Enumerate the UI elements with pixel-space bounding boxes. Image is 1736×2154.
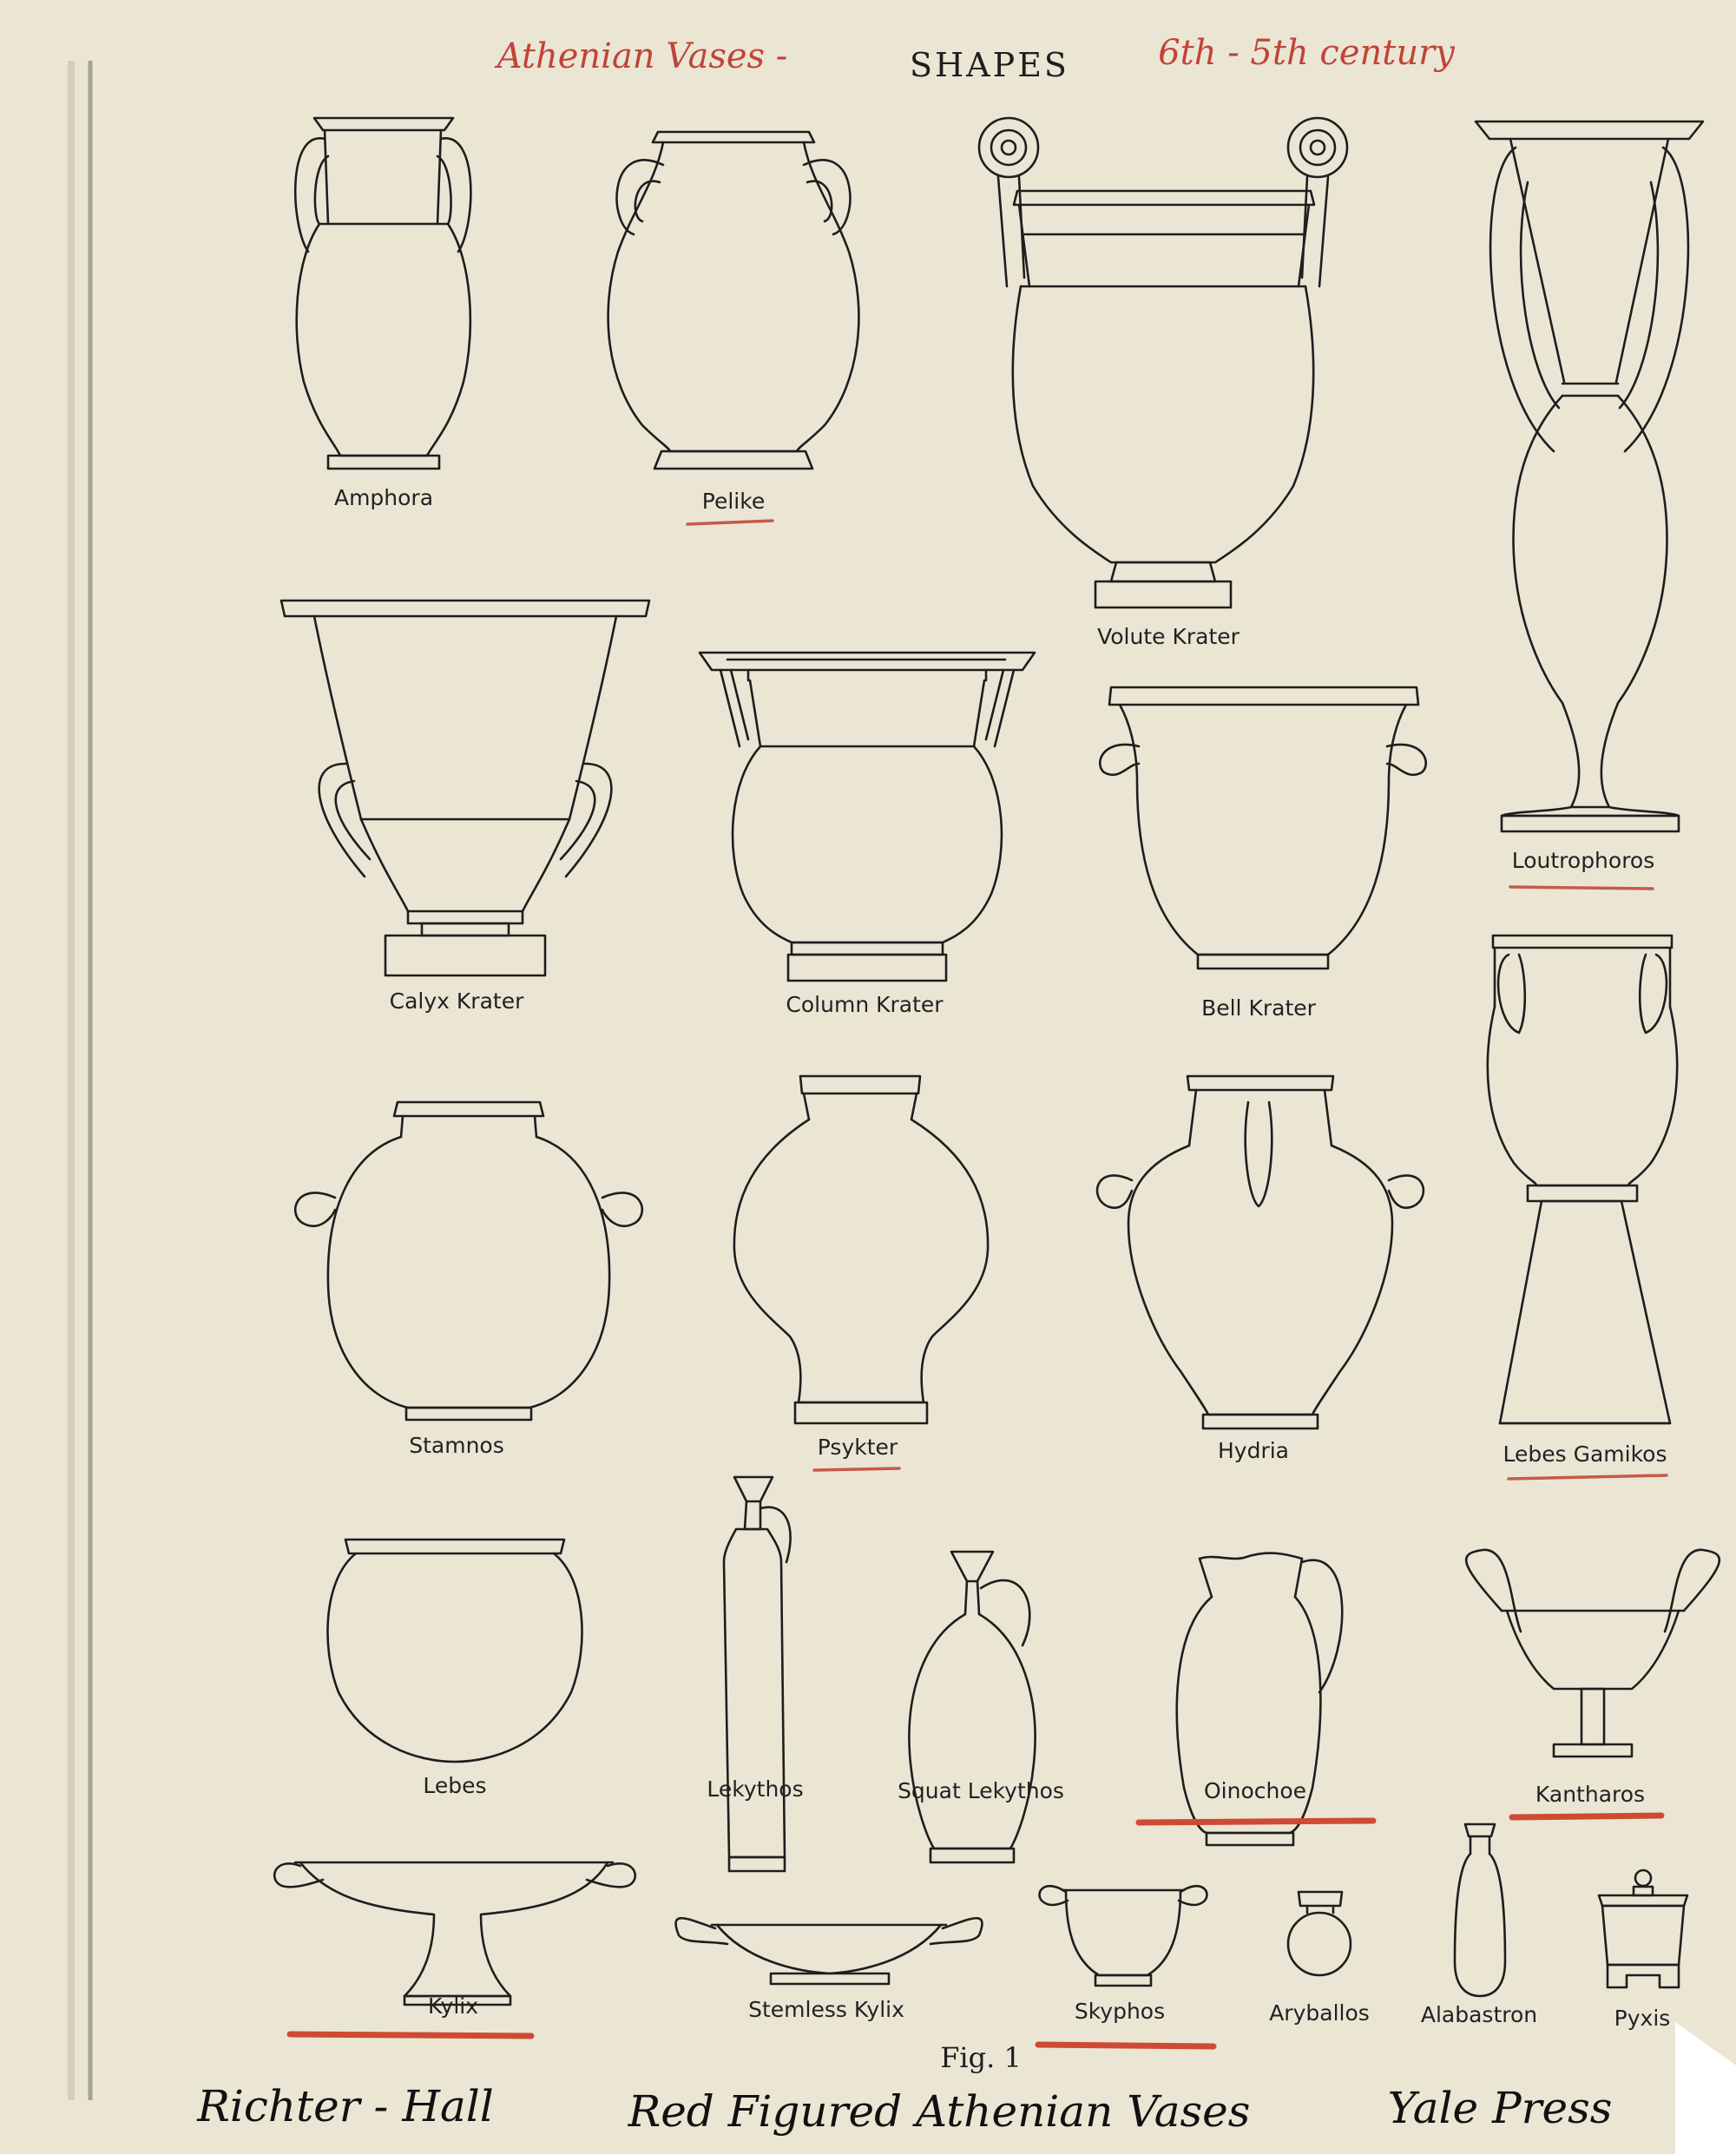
label-bell-krater: Bell Krater [1201,995,1316,1021]
footer-book-title: Red Figured Athenian Vases [628,2086,1251,2137]
label-pelike: Pelike [701,489,766,514]
page-title: SHAPES [910,46,1069,84]
label-skyphos: Skyphos [1074,1999,1166,2024]
figure-caption: Fig. 1 [940,2041,1022,2074]
label-aryballos: Aryballos [1269,2000,1370,2026]
handwritten-note-left: Athenian Vases - [496,36,788,76]
label-kantharos: Kantharos [1535,1782,1646,1807]
label-hydria: Hydria [1217,1438,1290,1463]
label-lebes-gamikos: Lebes Gamikos [1503,1441,1667,1467]
label-oinochoe: Oinochoe [1203,1778,1307,1803]
label-lebes: Lebes [423,1773,487,1798]
label-lekythos: Lekythos [707,1776,804,1802]
label-loutrophoros: Loutrophoros [1511,848,1655,873]
label-squat-lekythos: Squat Lekythos [898,1778,1064,1803]
footer-publisher: Yale Press [1387,2083,1613,2133]
label-stamnos: Stamnos [409,1433,504,1458]
label-pyxis: Pyxis [1614,2006,1671,2031]
label-stemless-kylix: Stemless Kylix [748,1997,904,2022]
label-column-krater: Column Krater [786,992,944,1017]
footer-author: Richter - Hall [197,2081,494,2131]
handwritten-note-right: 6th - 5th century [1158,33,1455,73]
label-psykter: Psykter [817,1435,898,1460]
label-calyx-krater: Calyx Krater [389,988,524,1014]
label-volute-krater: Volute Krater [1097,624,1240,649]
label-kylix: Kylix [427,1993,479,2019]
label-amphora: Amphora [333,485,434,510]
label-alabastron: Alabastron [1420,2002,1538,2027]
